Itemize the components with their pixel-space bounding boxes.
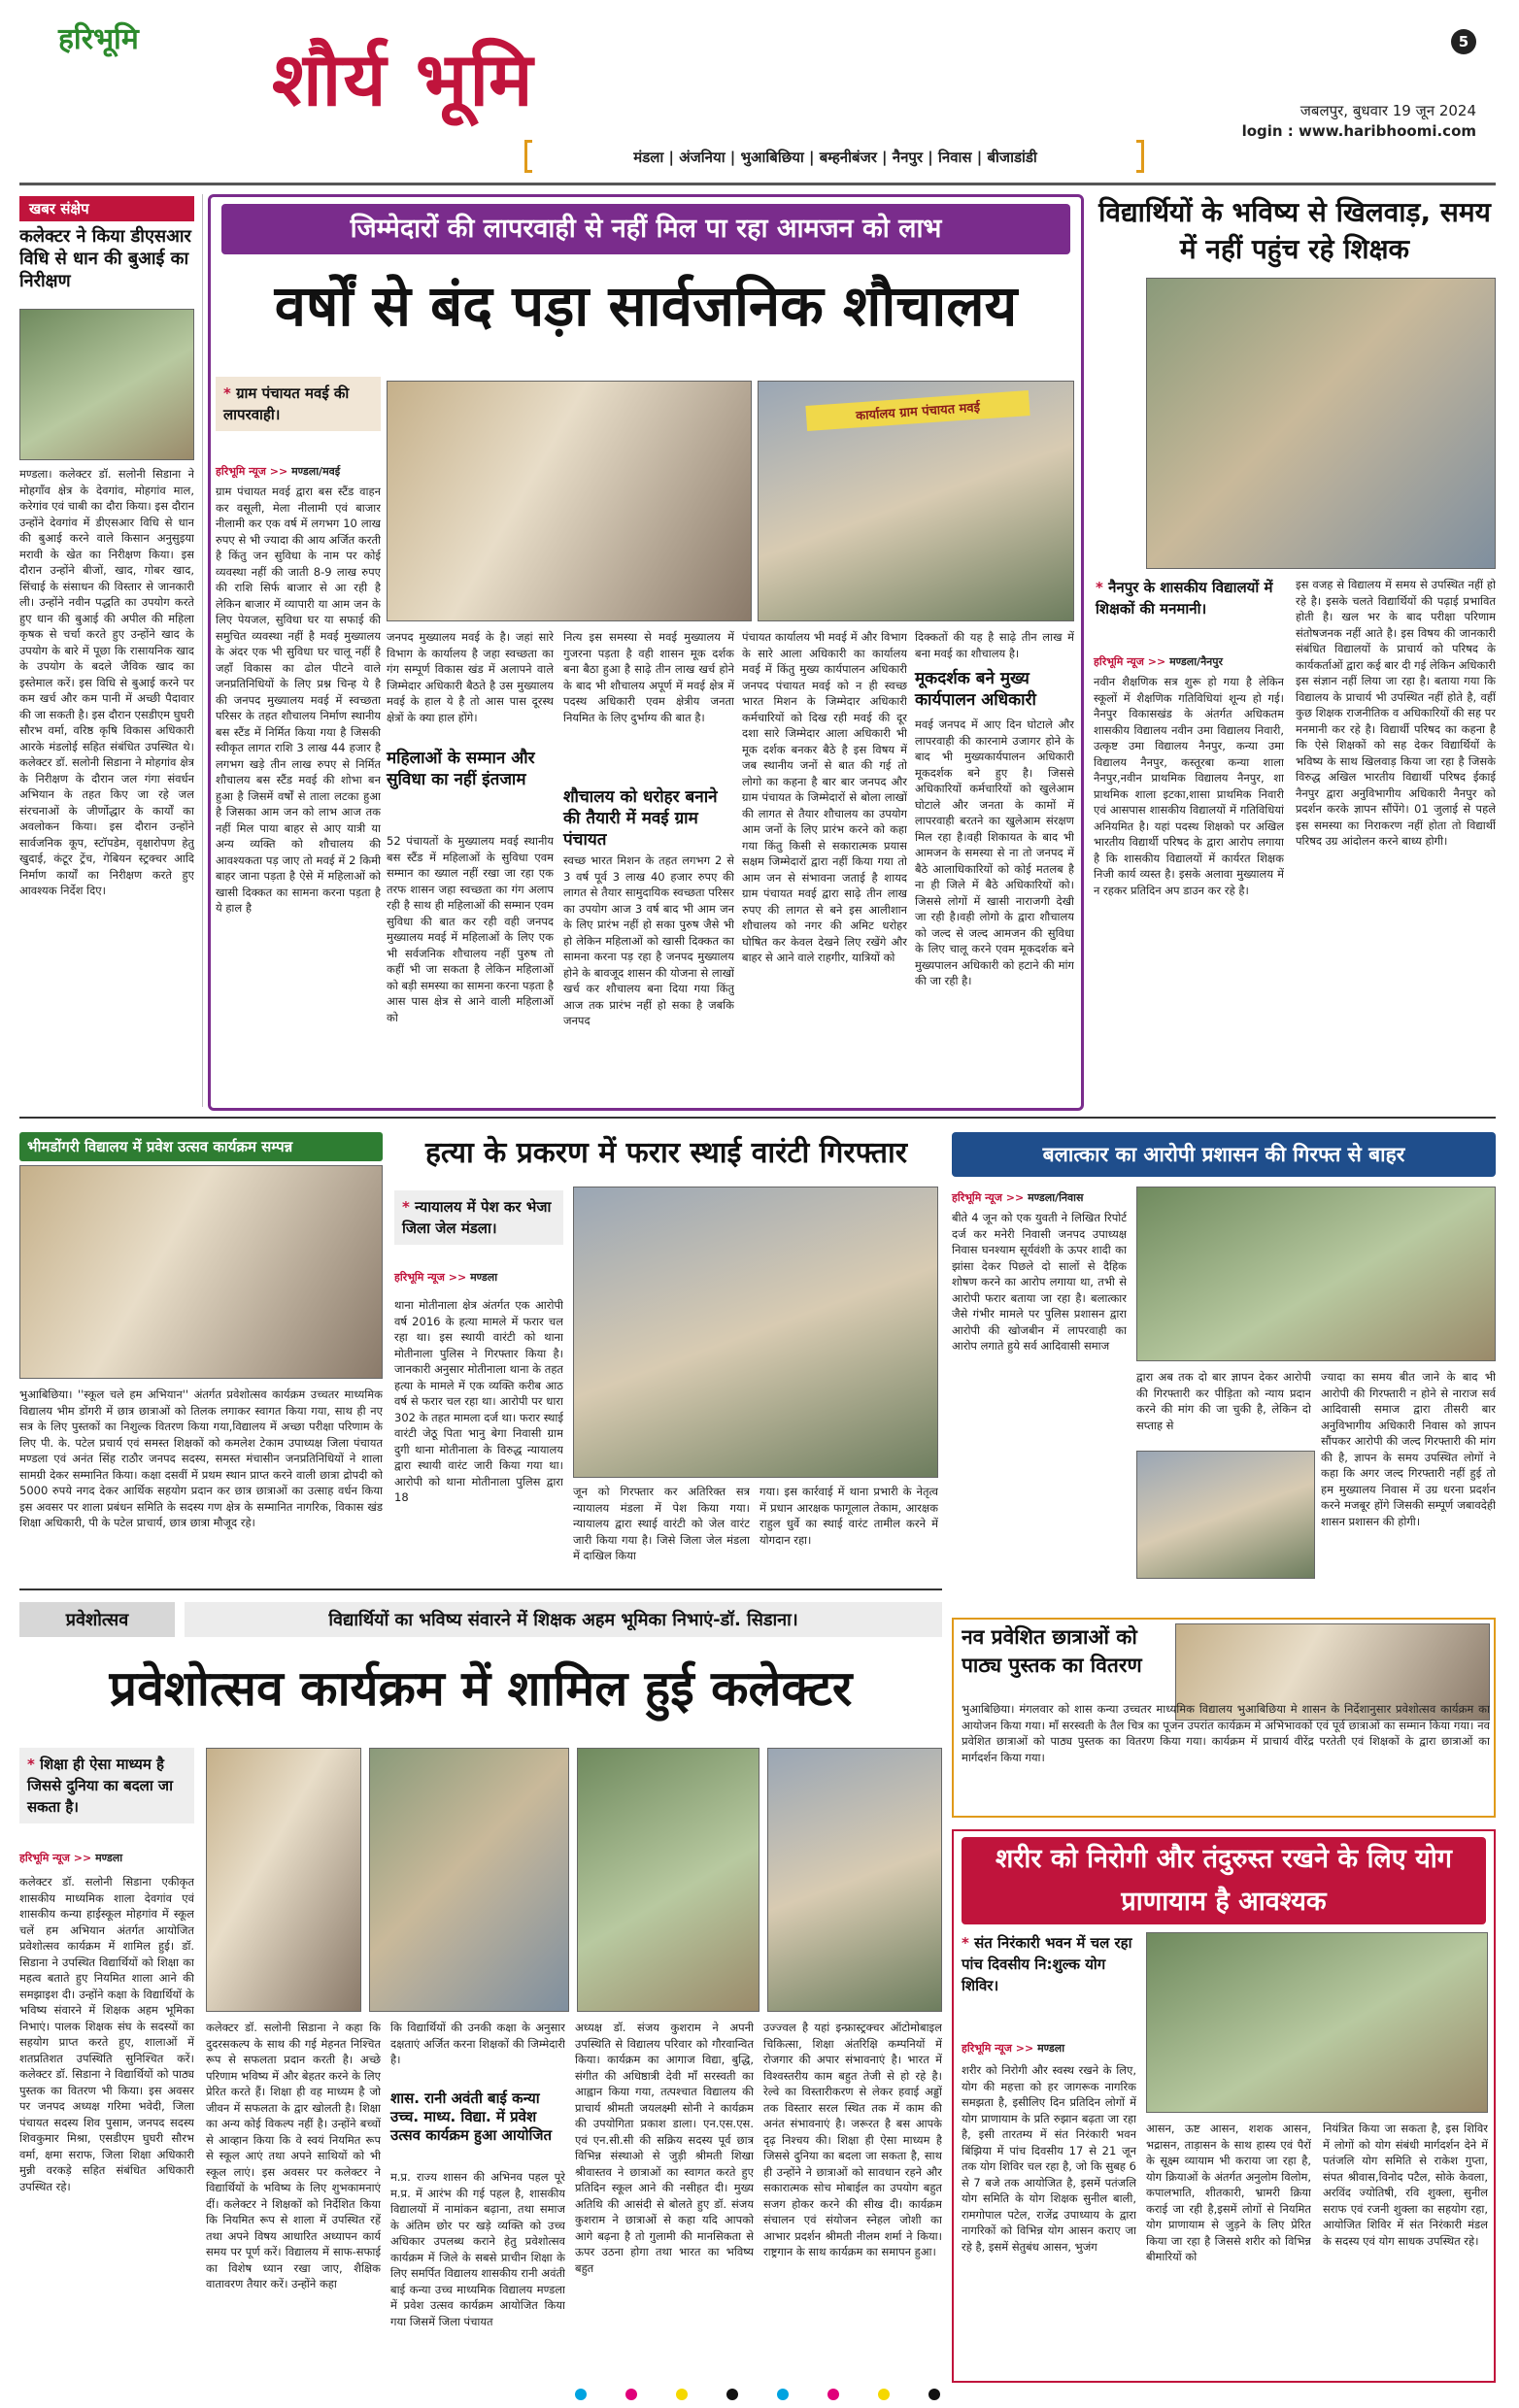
students-kicker: * नैनपुर के शासकीय विद्यालयों में शिक्षकों की मनमानी।	[1094, 573, 1278, 623]
collector-subhead-school: शास. रानी अवंती बाई कन्या उच्च. माध्य. विद्या. में प्रवेश उत्सव कार्यक्रम हुआ आयोजित	[390, 2090, 553, 2144]
district-bracket-right	[1136, 140, 1144, 173]
black-swatch	[726, 2389, 738, 2400]
toilet-subhead-heritage: शौचालय को धरोहर बनाने की तैयारी में मवई ग्राम पंचायत	[563, 787, 718, 850]
bheem-body: भुआबिछिया। ''स्कूल चले हम अभियान'' अंतर्गत प्रवेशोत्सव कार्यक्रम उच्चतर माध्यमिक विद्यालय भीम डोंगरी में छात्र छात्राओं को तिलक लगाकर स्वागत किया गया, साथ ही नए सत्र के लिए पुस्तकों का निशुल्क वितरण किया गया,विद्यालय में अच्छा परीक्षा परिणाम के लिए पी. के. पटेल प्रचार्य एवं समस्त शिक्षकों को कमलेश टेकाम उपाध्यक्ष जिला पंचायत मण्डला एवं अनंत सिंह राठौर जनपद सदस्य, समस्त मंचासीन जनप्रतिनिधियों ने शाला सामग्री देकर सम्मानित किया। कक्षा दसवीं में प्रथम स्थान प्राप्त करने वाली छात्रा द्रोपदी को 5000 रुपये नगद देकर आर्थिक सहयोग प्रदान कर छात्र छात्राओं का उत्साह वर्धन किया इस अवसर पर शाला प्रबंधन समिति के सदस्य गण क्षेत्र के सम्मानित नागरिक, विकास खंड शिक्षा अधिकारी, पी के पटेल प्राचार्य, छात्र छात्रा मौजूद रहे।	[19, 1388, 383, 1529]
magenta-swatch	[625, 2389, 637, 2400]
column-divider	[202, 194, 203, 1107]
print-color-bar	[175, 2389, 1340, 2402]
tag-place: मण्डला/नैनपुर	[1169, 655, 1224, 668]
students-headline: विद्यार्थियों के भविष्य से खिलवाड़, समय में नहीं पहुंच रहे शिक्षक	[1098, 196, 1491, 265]
page-number: 5	[1451, 29, 1476, 54]
login-link[interactable]: login : www.haribhoomi.com	[1241, 122, 1476, 140]
rape-tagline: हरिभूमि न्यूज >> मण्डला/निवास	[952, 1191, 1084, 1204]
yoga-photo	[1146, 1932, 1488, 2113]
collector-photo-1	[206, 1748, 361, 2012]
protest-crowd-photo	[1136, 1451, 1315, 1579]
collector-label: प्रवेशोत्सव	[19, 1602, 175, 1637]
murder-col1: थाना मोतीनाला क्षेत्र अंतर्गत एक आरोपी वर्ष 2016 के हत्या मामले में फरार चल रहा था। इस स्थायी वारंटी को थाना मोतीनाला पुलिस ने गिरफ्तार किया है। जानकारी अनुसार मोतीनाला थाना के तहत हत्या के मामले में एक व्यक्ति करीब आठ वर्ष से फरार चल रहा था। आरोपी पर धारा 302 के तहत मामला दर्ज था। फरार स्थाई वारंटी जेठू पिता भानु बेगा निवासी ग्राम दुगी थाना मोतीनाला के विरुद्ध न्यायालय द्वारा स्थायी वारंट जारी किया गया था। आरोपी को थाना मोतीनाला पुलिस द्वारा 18	[394, 1298, 563, 1504]
tag-brand: हरिभूमि न्यूज	[962, 2042, 1012, 2055]
toilet-subhead-women: महिलाओं के सम्मान और सुविधा का नहीं इंतजाम	[387, 749, 535, 789]
collector-photo-4	[767, 1748, 942, 2012]
collector-kicker: * शिक्षा ही ऐसा माध्यम है जिससे दुनिया का बदला जा सकता है।	[19, 1748, 194, 1823]
cyan-swatch	[777, 2389, 789, 2400]
toilet-col5b: मवई जनपद में आए दिन घोटाले और लापरवाही की कारनामे उजागर होने के बाद भी मुख्यकार्यपालन अधिकारी मूकदर्शक बने हुए है। जिससे अधिकारियों कर्मचारियों को खुलेआम घोटाले और जनता के कामों में लापरवाही बरतने का खुलेआम संरक्षण मिल रहा है।वही शिकायत के बाद भी आमजन के समस्या से ना तो जनपद में बैठे आलाधिकारियों को कोई मतलब है ना ही जिले में बैठे अधिकारियों को। जिससे लोगों में खासी नाराजगी देखी जा रही है।वही लोगो के द्वारा शौचालय को जल्द से जल्द आमजन की सुविधा के लिए चालू करने एवम मूकदर्शक बने मुख्यपालन अधिकारी को हटाने की मांग की जा रही है।	[915, 718, 1074, 987]
bheem-photo	[19, 1165, 383, 1379]
toilet-col2b: 52 पंचायतों के मुख्यालय मवई स्थानीय बस स्टैंड में महिलाओं के सुविधा एवम सम्मान का ख्याल नहीं रखा जा रहा एक तरफ शासन जहा स्वच्छता का गंग अलाप रही है साथ ही महिलाओं की सम्मान एवम सुविधा की बात कर रही वही जनपद मुख्यालय मवई में महिलाओं के लिए एक भी सर्वजनिक शौचालय नहीं पुरुष तो कहीं भी जा सकता है लेकिन महिलाओं को बड़ी समस्या का सामना करना पड़ता है आस पास क्षेत्र से आने वाली महिलाओं को	[387, 834, 554, 1024]
toilet-tagline: हरिभूमि न्यूज >> मण्डला/मवई	[216, 465, 341, 478]
collector-banner: विद्यार्थियों का भविष्य संवारने में शिक्षक अहम भूमिका निभाएं-डॉ. सिडाना।	[185, 1602, 942, 1637]
district-bracket-left	[524, 140, 532, 173]
rape-col2: द्वारा अब तक दो बार ज्ञापन देकर आरोपी की गिरफ्तारी कर पीड़िता को न्याय प्रदान करने की मांग की जा चुकी है, लेकिन दो सप्ताह से	[1136, 1370, 1311, 1432]
murder-col3: गया। इस कार्रवाई में थाना प्रभारी के नेतृत्व में प्रधान आरक्षक फागूलाल तेकाम, आरक्षक राहुल धुर्वे का स्थाई वारंट तामील करने में योगदान रहा।	[760, 1485, 938, 1547]
toilet-headline: वर्षों से बंद पड़ा सार्वजनिक शौचालय	[274, 273, 1018, 339]
collector-col3b: म.प्र. राज्य शासन की अभिनव पहल पूरे म.प्र. में आरंभ की गई पहल है, शासकीय विद्यालयों में नामांकन बढ़ाना, तथा समाज के अंतिम छोर पर खड़े व्यक्ति को उच्च अधिकार उपलब्ध कराने हेतु प्रवेशोत्सव कार्यक्रम में जिले के सबसे प्राचीन शिक्षा के लिए समर्पित विद्यालय शासकीय रानी अवंती बाई कन्या उच्च माध्यमिक विद्यालय मण्डला में प्रवेश उत्सव कार्यक्रम आयोजित किया गया जिसमें जिला पंचायत	[390, 2170, 565, 2328]
collector-photo-2	[369, 1748, 569, 2012]
bus-stand-toilet-photo	[387, 381, 752, 621]
tag-brand: हरिभूमि न्यूज	[952, 1191, 1002, 1204]
toilet-banner: जिम्मेदारों की लापरवाही से नहीं मिल पा रहा आमजन को लाभ	[221, 204, 1070, 254]
yoga-tagline: हरिभूमि न्यूज >> मण्डला	[962, 2042, 1065, 2055]
panchayat-sign: कार्यालय ग्राम पंचायत मवई	[805, 390, 1030, 431]
collector-col3a: कि विद्यार्थियों की उनकी कक्षा के अनुसार दक्षताएं अर्जित करना शिक्षकों की जिम्मेदारी है।	[390, 2021, 565, 2066]
yoga-col1: शरीर को निरोगी और स्वस्थ रखने के लिए, योग की महत्ता को हर जागरूक नागरिक समझता है, इसीलिए दिन प्रतिदिन लोगों में योग प्राणायाम के प्रति रुझान बढ़ता जा रहा है, इसी तारतम्य में संत निरंकारी भवन बिंझिया में पांच दिवसीय 17 से 21 जून तक योग शिविर चल रहा है, जो कि सुबह 6 से 7 बजे तक आयोजित है, इसमें पतंजलि योग समिति के योग शिक्षक सुनील बाली, रामगोपाल पटेल, राजेंद्र उपाध्याय के द्वारा नागरिकों को विभिन्न योग आसन कराए जा रहे है, इसमें सेतुबंध आसन, भुजंग	[962, 2063, 1136, 2254]
black-swatch	[928, 2389, 940, 2400]
collector-col4: अध्यक्ष डॉ. संजय कुशराम ने अपनी उपस्थिति से विद्यालय परिवार को गौरवान्वित किया। कार्यक्रम का आगाज विद्या, बुद्धि, संगीत की अधिष्ठात्री देवी माँ सरस्वती का आह्वान किया गया, तत्पश्चात विद्यालय की प्राचार्य श्रीमती जयलक्ष्मी सोनी ने कार्यक्रम की उपयोगिता प्रकाश डाला। एन.एस.एस. एवं एन.सी.सी की सक्रिय सदस्य पूर्व छात्र विभिन्न संस्थाओ से जुड़ी श्रीमती शिखा श्रीवास्तव ने छात्राओं का स्वागत करते हुए प्रतिदिन स्कूल आने की नसीहत दी। मुख्य अतिथि की आसंदी से बोलते हुए डॉ. संजय कुशराम ने छात्राओं से कहा यदि आपको आगे बढ़ना है तो गुलामी की मानसिकता से ऊपर उठना होगा तथा भारत का भविष्य बहुत	[575, 2021, 754, 2275]
brand-logo: हरिभूमि	[58, 22, 139, 56]
magenta-swatch	[827, 2389, 839, 2400]
rape-col3: ज्यादा का समय बीत जाने के बाद भी आरोपी की गिरफ्तारी न होने से नाराज सर्व आदिवासी समाज द्वारा तीसरी बार अनुविभागीय अधिकारी निवास को ज्ञापन सौंपकर आरोपी की जल्द गिरफ्तारी की मांग की है, ज्ञापन के समय उपस्थित लोगों ने कहा कि अगर जल्द गिरफ्तारी नहीं हुई तो हम मुख्यालय निवास में उग्र धरना प्रदर्शन करने मजबूर होंगे जिसकी सम्पूर्ण जबावदेही शासन प्रशासन की होगी।	[1321, 1370, 1496, 1528]
section-rule	[19, 1117, 1496, 1119]
brief-photo	[19, 309, 194, 460]
tag-place: मण्डला/मवई	[291, 465, 341, 478]
tag-place: मण्डला	[95, 1852, 123, 1864]
masthead-rule	[19, 183, 1496, 185]
yoga-banner: शरीर को निरोगी और तंदुरुस्त रखने के लिए योग प्राणायाम है आवश्यक	[962, 1837, 1486, 1924]
murder-headline: हत्या के प्रकरण में फरार स्थाई वारंटी गिरफ्तार	[425, 1136, 907, 1170]
toilet-col2a: जनपद मुख्यालय मवई के है। जहां सारे विभाग के कार्यालय है जहा स्वच्छता का गंग सम्पूर्ण विकास खंड में अलापने वाले जिम्मेदार अधिकारी बैठते है उस मुख्यालय मवई के हाल ये है तो आस पास दूरस्थ क्षेत्रों के क्या हाल होंगे।	[387, 630, 554, 724]
toilet-col4: पंचायत कार्यालय भी मवई में और विभाग के सारे आला अधिकारी का कार्यालय मवई में किंतु मुख्य कार्यपालन अधिकारी जनपद पंचायत मवई को न ही स्वच्छ भारत मिशन के जिम्मेदार अधिकारी कर्मचारियों को दिख रही मवई की दूर दशा सारे जिम्मेदार आला अधिकारी भी मूक दर्शक बनकर बैठे है इस विषय में जब स्थानीय जनों से बात की गई तो लोगो का कहना है बार बार जनपद और ग्राम पंचायत के जिम्मेदारों से बोला लाखों की लागत से तैयार शौचालय का उपयोग आम जनों के लिए प्रारंभ करने को कहा गया किंतु किसी से सकारात्मक प्रयास सक्षम जिम्मेदारों द्वारा नहीं किया गया तो आम जन से संभावना जताई है शायद ग्राम पंचायत मवई द्वारा साढ़े तीन लाख रुपए की लागत से बने इस आलीशान शौचालय को नगर की अमिट धरोहर घोषित कर केवल देखने लिए रखेंगे और बाहर से आने वाले राहगीर, यात्रियों को	[742, 630, 907, 964]
students-col2: इस वजह से विद्यालय में समय से उपस्थित नहीं हो रहे है। इसके चलते विद्यार्थियों की पढ़ाई प्रभावित होती है। खल भर के बाद परीक्षा परिणाम संतोषजनक नहीं आते है। इस विषय की जानकारी संबंधित विद्यालयों के प्राचार्य को परिषद के कार्यकर्ताओं द्वारा कई बार दी गई लेकिन अधिकारी इस संज्ञान नहीं लिया जा रहा है। बताया गया कि विद्यालय के प्राचार्य भी उपस्थित नहीं होते है, वहीं कुछ शिक्षक राजनीतिक व अधिकारियों की सह पर मनमानी कर रहे है। विद्यार्थी परिषद का कहना है कि ऐसे शिक्षकों को सह देकर विद्यार्थियों के भविष्य के साथ खिलवाड़ किया जा रहा है जिसके विरुद्ध अखिल भारतीय विद्यार्थी परिषद ईकाई नैनपुर द्वारा अनुविभागीय अधिकारी नैनपुर को प्रदर्शन करके ज्ञापन सौंपेंगे। 01 जुलाई से पहले इस समस्या का निराकरण नहीं होता तो विद्यार्थी परिषद उग्र आंदोलन करने बाध्य होगी।	[1296, 578, 1496, 848]
brief-headline: कलेक्टर ने किया डीएसआर विधि से धान की बुआई का निरीक्षण	[19, 226, 191, 291]
toilet-kicker: * ग्राम पंचायत मवई की लापरवाही।	[216, 377, 381, 431]
brief-body: मण्डला। कलेक्टर डॉ. सलोनी सिडाना ने मोहगाँव क्षेत्र के देवगांव, मोहगांव माल, करेगांव एवं चाबी का दौरा किया। इस दौरान उन्होंने देवगांव में डीएसआर विधि से धान की बुआई करने वाले किसान अनुसुइया मरावी के खेत का निरीक्षण किया। इस दौरान उन्होंने बीजों, खाद, गोबर खाद, सिंचाई के संसाधन की विस्तार से जानकारी ली। उन्होंने नवीन पद्धति का उपयोग करते हुए धान की बुआई की अपील की महिला कृषक से चर्चा करते हुए उन्होंने खाद के उपयोग के बारे में पूछा कि रासायनिक खाद के उपयोग के बदले जैविक खाद का इस्तेमाल करें। इस विधि से बुआई करने पर कम खर्च और कम पानी में अच्छी पैदावार की जा सकती है। इस दौरान एसडीएम घुघरी सौरभ वर्मा, वरिष्ठ कृषि विकास अधिकारी आरके मंडलोई सहित संबंधित उपस्थित थे। कलेक्टर डॉ. सलोनी सिडाना ने मोहगांव क्षेत्र के निरीक्षण के दौरान जल गंगा संवर्धन अभियान के तहत किए जा रहे जल संरचनाओं के जीर्णोद्धार के कार्यों का अवलोकन किया। इस दौरान उन्होंने सार्वजनिक कूप, स्टॉपडेम, वृक्षारोपण हेतु खुदाई, कंटूर ट्रेंच, गेबियन स्ट्रक्चर आदि निर्माण कार्यों का निरीक्षण करते हुए आवश्यक निर्देश दिए।	[19, 467, 194, 897]
yoga-col2: आसन, ऊष्ट आसन, शशक आसन, भद्रासन, ताड़ासन के साथ हास्य एवं पैरों के सूक्ष्म व्यायाम भी कराया जा रहा है, योग क्रियाओं के अंतर्गत अनुलोम विलोम, कपालभाति, शीतकारी, भ्रामरी क्रिया कराई जा रही है,इसमें लोगों से नियमित योग प्राणायाम से जुड़ने के लिए प्रेरित किया जा रहा है जिससे शरीर को विभिन्न बीमारियों को	[1146, 2122, 1311, 2263]
rape-col1: बीते 4 जून को एक युवती ने लिखित रिपोर्ट दर्ज कर मनेरी निवासी जनपद उपाध्यक्ष निवास घनश्याम सूर्यवंशी के ऊपर शादी का झांसा देकर पिछले दो सालों से दैहिक शोषण करने का आरोप लगाया था, तभी से आरोपी फरार बताया जा रहा है। बलात्कार जैसे गंभीर मामले पर पुलिस प्रशासन द्वारा आरोपी की खोजबीन में लापरवाही का आरोप लगाते हुये सर्व आदिवासी समाज	[952, 1211, 1127, 1353]
yellow-swatch	[676, 2389, 688, 2400]
tag-brand: हरिभूमि न्यूज	[1094, 655, 1144, 668]
books-headline: नव प्रवेशित छात्राओं को पाठ्य पुस्तक का वितरण	[962, 1625, 1142, 1677]
tag-brand: हरिभूमि न्यूज	[19, 1852, 70, 1864]
toilet-subhead-ceo: मूकदर्शक बने मुख्य कार्यपालन अधिकारी	[915, 669, 1036, 710]
bheem-banner: भीमडोंगरी विद्यालय में प्रवेश उत्सव कार्यक्रम सम्पन्न	[19, 1132, 383, 1161]
yoga-col3: नियंत्रित किया जा सकता है, इस शिविर में लोगों को योग संबंधी मार्गदर्शन देने में पतंजलि योग समिति से राकेश गुप्ता, संपत श्रीवास,विनोद पटैल, सोके केवला, अरविंद ज्योतिषी, रवि शुक्ला, सुनील सराफ एवं रजनी शुक्ला का सहयोग रहा, आयोजित शिविर में संत निरंकारी मंडल के सदस्य एवं योग साधक उपस्थित रहे।	[1323, 2122, 1488, 2248]
tag-place: मण्डला/निवास	[1028, 1191, 1084, 1204]
collector-tagline: हरिभूमि न्यूज >> मण्डला	[19, 1852, 123, 1864]
collector-photo-3	[577, 1748, 760, 2012]
tag-place: मण्डला	[1037, 2042, 1065, 2055]
murder-col2: जून को गिरफ्तार कर अतिरिक्त सत्र न्यायालय मंडला में पेश किया गया। न्यायालय द्वारा स्थाई वारंटी को जेल वारंट जारी किया गया है। जिसे जिला जेल मंडला में दाखिल किया	[573, 1485, 750, 1562]
tag-brand: हरिभूमि न्यूज	[216, 465, 266, 478]
memorandum-photo	[1136, 1187, 1496, 1361]
toilet-col1: ग्राम पंचायत मवई द्वारा बस स्टैंड वाहन कर वसूली, मेला नीलामी एवं बाजार नीलामी कर एक वर्ष में लगभग 10 लाख रुपए से भी ज्यादा की आय अर्जित करती है किंतु जन सुविधा के नाम पर कोई व्यवस्था नहीं की जाती 8-9 लाख रुपए की राशि सिर्फ बाजार से आ रही है लेकिन बाजार में व्यापारी या आम जन के लिए पेयजल, सुविधा घर या सफाई की समुचित व्यवस्था नहीं है मवई मुख्यालय के अंदर एक भी सुविधा घर चालू नहीं है जहाँ विकास का ढोल पीटने वाले जनप्रतिनिधियों के लिए प्रश्न चिन्ह ये है की जनपद मुख्यालय मवई में स्वच्छता परिसर के तहत शौचालय निर्माण स्थानीय बस स्टैंड में निर्मित किया गया है जिसकी स्वीकृत लागत राशि 3 लाख 44 हजार है लगभग खड़े तीन लाख रुपए से निर्मित शौचालय बस स्टैंड मवई की शोभा बन हुआ है जिसमें वर्षों से ताला लटका हुआ है जिसका आम जन को लाभ आज तक नहीं मिल पाया बाहर से आए यात्री या अन्य व्यक्ति को शौचालय की आवश्यकता पड़ जाए तो मवई में 2 किमी बाहर जाना पड़ता है ऐसे में महिलाओं को खासी दिक्कत का सामना करना पड़ता है ये हाल है	[216, 485, 381, 915]
page-title: शौर्य भूमि	[272, 36, 535, 122]
collector-col2: कलेक्टर डॉ. सलोनी सिडाना ने कहा कि दुदरसकल्प के साथ की गई मेहनत निश्चित रूप से सफलता प्रदान करती है। अच्छे परिणाम भविष्य में और बेहतर करने के लिए प्रेरित करते हैं। शिक्षा ही वह माध्यम है जो जीवन में सफलता के द्वार खोलती है। शिक्षा का अन्य कोई विकल्प नहीं है। उन्होंने बच्चों से आव्हान किया कि वे स्वयं नियमित रूप से स्कूल आएं तथा अपने साथियों को भी स्कूल लाएं। इस अवसर पर कलेक्टर ने विद्यार्थियों के भविष्य के लिए शुभकामनाएं दीं। कलेक्टर ने शिक्षकों को निर्देशित किया कि नियमित रूप से शाला में उपस्थित रहें तथा अपने विषय आधारित अध्यापन कार्य समय पर पूर्ण करें। विद्यालय में साफ-सफाई का विशेष ध्यान रखा जाए, शैक्षिक वातावरण तैयार करें। उन्होंने कहा	[206, 2021, 381, 2291]
brief-label: खबर संक्षेप	[19, 196, 194, 221]
district-strip: मंडला | अंजनिया | भुआबिछिया | बम्हनीबंजर | नैनपुर | निवास | बीजाडांडी	[633, 149, 1037, 166]
students-col1: नवीन शैक्षणिक सत्र शुरू हो गया है लेकिन स्कूलों में शैक्षणिक गतिविधियां शून्य हो गई। नैनपुर विकासखंड के अंतर्गत अधिकतम शासकीय विद्यालय नवीन उमा विद्यालय निवारी, उत्कृष्ट उमा विद्यालय नैनपुर, कन्या उमा विद्यालय नैनपुर, कस्तूरबा कन्या शाला नैनपुर,नवीन प्राथमिक विद्यालय नैनपुर, शा प्राथमिक शाला इटका,शासा प्राथमिक निवारी एवं आसपास शासकीय विद्यालयों में गतिविधियां अनियमित है। यहां पदस्थ शिक्षको पर अखिल भारतीय विद्यार्थी परिषद के द्वारा आरोप लगाया है कि शासकीय विद्यालयों में कार्यरत शिक्षक निजी कार्य व्यस्त है। इसके अलावा मुख्यालय में न रहकर प्रतिदिन अप डाउन कर रहे है।	[1094, 675, 1284, 897]
books-body: भुआबिछिया। मंगलवार को शास कन्या उच्चतर माध्यमिक विद्यालय भुआबिछिया मे शासन के निर्देशानुसार प्रवेशोत्सव कार्यक्रम का आयोजन किया गया। माँ सरस्वती के तैल चित्र का पूजन उपरांत कार्यक्रम मे अभिभावकों एवं पूर्व छात्राओं का सम्मान किया गया। नव प्रवेशित छात्राओं को पाठ्य पुस्तक का वितरण किया गया। कार्यक्रम में प्राचार्य वीरेंद्र परतेती एवं शिक्षकों के द्वारा छात्राओं का मार्गदर्शन किया गया।	[962, 1702, 1490, 1764]
yellow-swatch	[878, 2389, 890, 2400]
toilet-col5a: दिक्कतों की यह है साढ़े तीन लाख में बना मवई का शौचालय है।	[915, 630, 1074, 660]
toilet-col3a: नित्य इस समस्या से मवई मुख्यालय में गुजरना पड़ता है वही शासन मूक दर्शक बना बैठा हुआ है साढ़े तीन लाख खर्च होने के बाद भी शौचालय अपूर्ण में मवई क्षेत्र में पदस्थ अधिकारी एवम क्षेत्रीय जनता नियमित के लिए दुर्भाग्य की बात है।	[563, 630, 734, 724]
yoga-kicker: * संत निरंकारी भवन में चल रहा पांच दिवसीय नि:शुल्क योग शिविर।	[962, 1932, 1136, 1996]
rape-banner: बलात्कार का आरोपी प्रशासन की गिरफ्त से बाहर	[952, 1132, 1496, 1177]
murder-tagline: हरिभूमि न्यूज >> मण्डला	[394, 1271, 498, 1284]
section-rule	[19, 1589, 942, 1590]
collector-headline: प्रवेशोत्सव कार्यक्रम में शामिल हुई कलेक्टर	[109, 1659, 853, 1717]
murder-kicker: * न्यायालय में पेश कर भेजा जिला जेल मंडला।	[394, 1190, 563, 1245]
arrest-photo	[573, 1187, 938, 1478]
cyan-swatch	[575, 2389, 587, 2400]
tag-place: मण्डला	[470, 1271, 498, 1284]
toilet-col3b: स्वच्छ भारत मिशन के तहत लगभग 2 से 3 वर्ष पूर्व 3 लाख 40 हजार रुपए की लागत से तैयार सामुदायिक स्वच्छता परिसर का उपयोग आज 3 वर्ष बाद भी आम जन के लिए प्रारंभ नहीं हो सका पुरुष जैसे भी हो लेकिन महिलाओं को खासी दिक्कत का सामना करना पड़ रहा है जनपद मुख्यालय होने के बावजूद शासन की योजना से लाखों खर्च कर शौचालय बना दिया गया किंतु आज तक प्रारंभ नहीं हो सका है जबकि जनपद	[563, 853, 734, 1027]
tag-brand: हरिभूमि न्यूज	[394, 1271, 445, 1284]
students-protest-photo	[1146, 278, 1496, 569]
collector-col1: कलेक्टर डॉ. सलोनी सिडाना एकीकृत शासकीय माध्यमिक शाला देवगांव एवं शासकीय कन्या हाईस्कूल मोहगांव में स्कूल चलें हम अभियान अंतर्गत आयोजित प्रवेशोत्सव कार्यक्रम में शामिल हुई। डॉ. सिडाना ने उपस्थित विद्यार्थियों को शिक्षा का महत्व बताते हुए नियमित शाला आने की समझाइश दी। उन्होंने कक्षा के विद्यार्थियों के भविष्य संवारने में शिक्षक अहम भूमिका निभाएं। पालक शिक्षक संघ के सदस्यों का सहयोग प्राप्त करते हुए, शालाओं में शतप्रतिशत उपस्थिति सुनिश्चित करें। कलेक्टर डॉ. सिडाना ने विद्यार्थियों को पाठ्य पुस्तक का वितरण भी किया। इस अवसर पर जनपद अध्यक्ष गरिमा भवेदी, जिला पंचायत सदस्य शिव पुसाम, जनपद सदस्य शिवकुमार मिश्रा, एसडीएम घुघरी सौरभ वर्मा, क्षमा सराफ, जिला शिक्षा अधिकारी मुन्नी वरकड़े सहित संबंधित अधिकारी उपस्थित रहे।	[19, 1875, 194, 2193]
dateline: जबलपुर, बुधवार 19 जून 2024	[1300, 102, 1476, 119]
students-tagline: हरिभूमि न्यूज >> मण्डला/नैनपुर	[1094, 655, 1224, 668]
collector-col5: उज्ज्वल है यहां इन्फ्रास्ट्रक्चर ऑटोमोबाइल चिकित्सा, शिक्षा अंतरिक्षि कम्पनियों में रोजगार की अपार संभावनाएं है। भारत में विश्वस्तरीय काम बहुत तेजी से हो रहे है। रेल्वे का विस्तारीकरण से लेकर हवाई अड्डों तक विस्तार सरल स्थित तक में काम की अनंत संभावनाएं है। जरूरत है बस आपके दृढ़ निश्चय की। शिक्षा ही ऐसा माध्यम है जिससे दुनिया का बदला जा सकता है, साथ ही उन्होंने ने छात्राओं को सावधान रहने और सकारात्मक सोच मोबाईल का उपयोग बहुत सजग होकर करने की सीख दी। कार्यक्रम संचालन एवं संयोजन स्नेहल जोशी का आभार प्रदर्शन श्रीमती नीलम शर्मा ने किया। राष्ट्रगान के साथ कार्यक्रम का समापन हुआ।	[763, 2021, 942, 2258]
